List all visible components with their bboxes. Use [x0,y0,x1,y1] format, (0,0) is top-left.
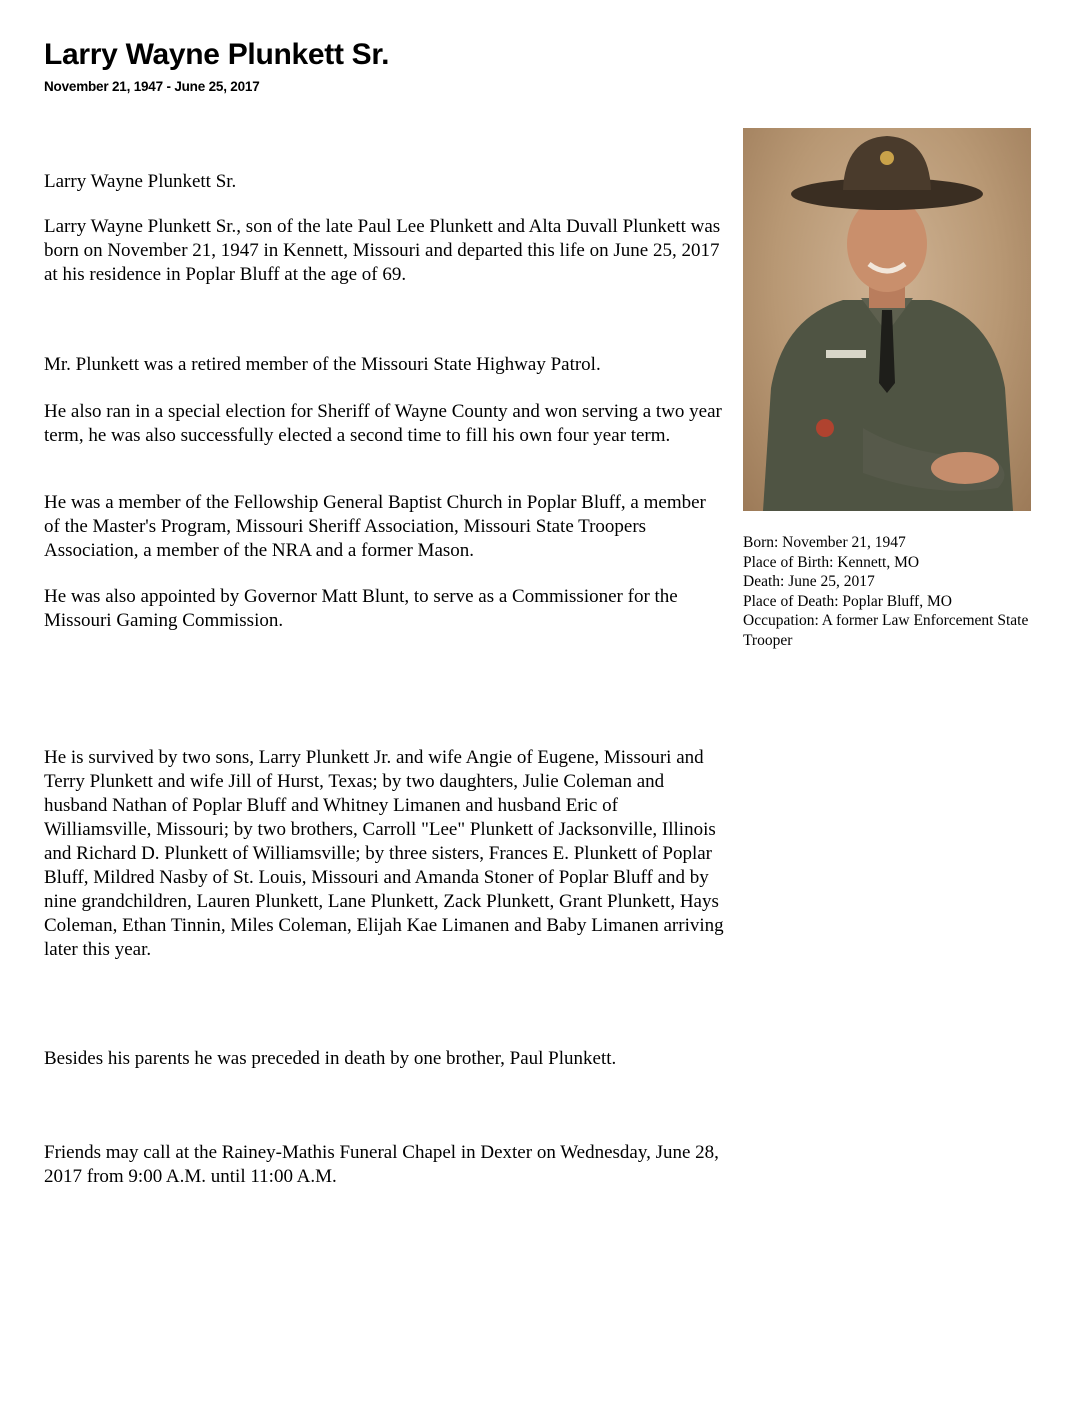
death-fact: Death: June 25, 2017 [743,573,875,591]
occupation-fact: Occupation: A former Law Enforcement State Trooper [743,612,1029,649]
paragraph-preceded: Besides his parents he was preceded in death by one brother, Paul Plunkett. [44,1048,617,1069]
paragraph-survivors: He is survived by two sons, Larry Plunkett Jr. and wife Angie of Eugene, Missouri and Terry Plunkett and wife Jill of Hurst, Texas; by two daughters, Julie Coleman and husband Nathan of Poplar Bluff and Whitney Limanen and husband Eric of Williamsville, Missouri; by two brothers, Carroll "Lee" Plunkett of Jacksonville, Illinois and Richard D. Plunkett of Williamsville; by three sisters, Frances E. Plunkett of Poplar Bluff, Mildred Nasby of St. Louis, Missouri and Amanda Stoner of Poplar Bluff and by nine grandchildren, Lauren Plunkett, Lane Plunkett, Zack Plunkett, Grant Plunkett, Hays Coleman, Ethan Tinnin, Miles Coleman, Elijah Kae Limanen and Baby Limanen arriving later this year. [44,747,724,960]
paragraph-commission: He was also appointed by Governor Matt Blunt, to serve as a Commissioner for the Missouri Gaming Commission. [44,586,678,631]
hat-badge [880,151,894,165]
page-title: Larry Wayne Plunkett Sr. [44,38,390,71]
face [847,196,927,292]
hands [931,452,999,484]
paragraph-birth: Larry Wayne Plunkett Sr., son of the late Paul Lee Plunkett and Alta Duvall Plunkett was born on November 21, 1947 in Kennett, Missouri and departed this life on June 25, 2017 at his residence in Poplar Bluff at the age of 69. [44,216,721,285]
paragraph-retired: Mr. Plunkett was a retired member of the Missouri State Highway Patrol. [44,354,601,375]
paragraph-sheriff: He also ran in a special election for Sheriff of Wayne County and won serving a two year term, he was also successfully elected a second time to fill his own four year term. [44,401,722,446]
birthplace-fact: Place of Birth: Kennett, MO [743,553,920,571]
portrait-illustration [743,128,1031,511]
shoulder-patch [816,419,834,437]
vital-facts [743,533,1043,651]
name-line: Larry Wayne Plunkett Sr. [44,171,237,192]
name-plate [826,350,866,358]
deathplace-fact: Place of Death: Poplar Bluff, MO [743,592,952,610]
portrait-photo [743,128,1031,511]
life-dates: November 21, 1947 - June 25, 2017 [44,79,260,94]
born-fact: Born: November 21, 1947 [743,534,906,551]
paragraph-visitation: Friends may call at the Rainey-Mathis Funeral Chapel in Dexter on Wednesday, June 28, 2017 from 9:00 A.M. until 11:00 A.M. [44,1142,719,1187]
paragraph-memberships: He was a member of the Fellowship General Baptist Church in Poplar Bluff, a member of the Master's Program, Missouri Sheriff Association, Missouri State Troopers Association, a member of the NRA and a former Mason. [44,492,706,561]
